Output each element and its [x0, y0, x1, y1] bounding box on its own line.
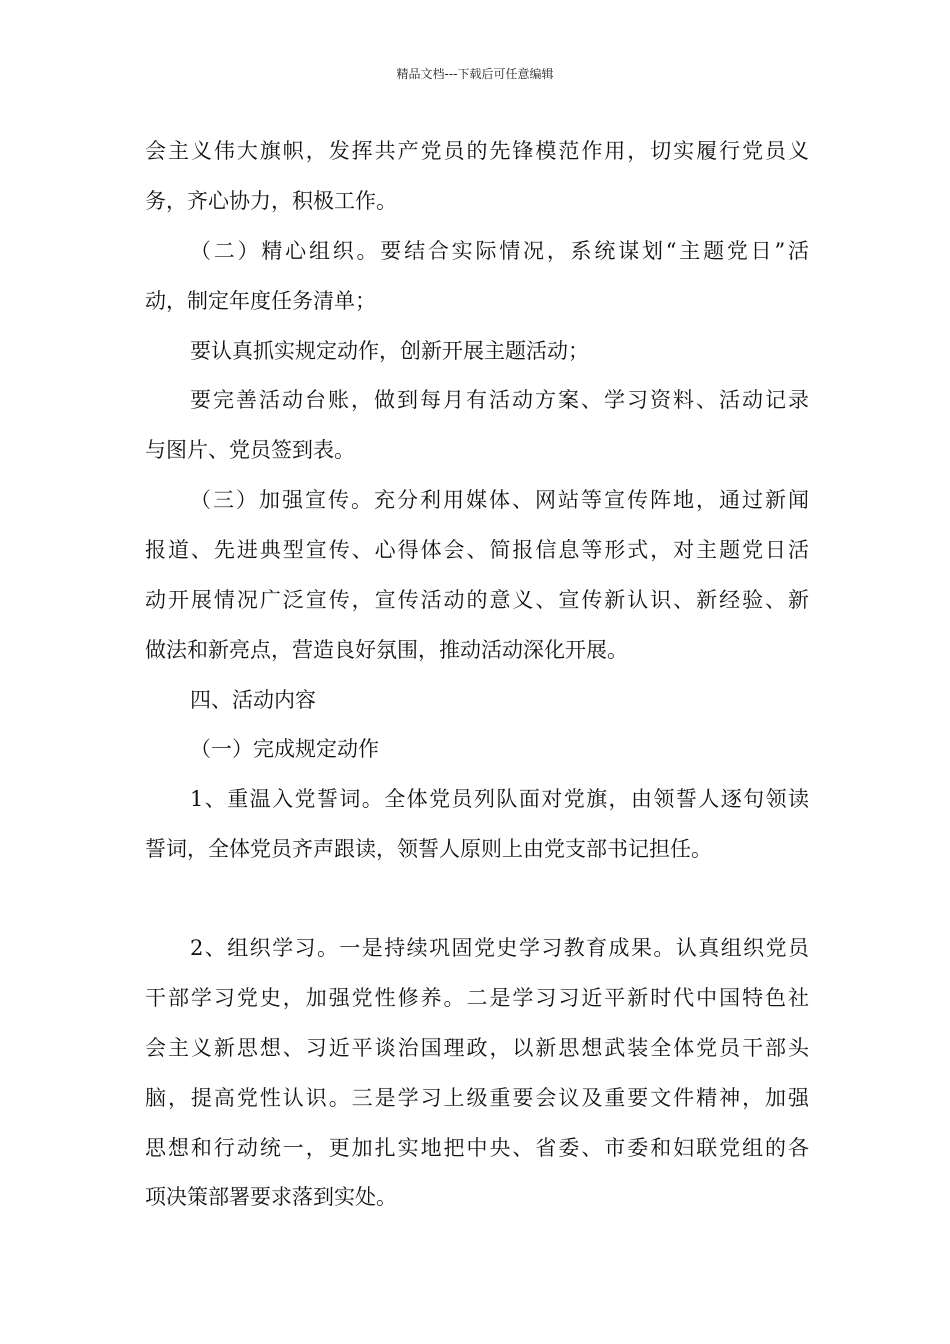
text-line: 会主义伟大旗帜，发挥共产党员的先锋模范作用，切实履行党员义 — [145, 139, 809, 163]
text-line: 会主义新思想、习近平谈治国理政，以新思想武装全体党员干部头 — [145, 1036, 809, 1060]
text-line: 动开展情况广泛宣传，宣传活动的意义、宣传新认识、新经验、新 — [145, 588, 809, 612]
text-line: 干部学习党史，加强党性修养。二是学习习近平新时代中国特色社 — [145, 986, 809, 1010]
text-line: 1、重温入党誓词。全体党员列队面对党旗，由领誓人逐句领读 — [190, 787, 809, 811]
text-line: 做法和新亮点，营造良好氛围，推动活动深化开展。 — [145, 638, 628, 662]
text-line: （二）精心组织。要结合实际情况，系统谋划“主题党日”活 — [190, 239, 809, 263]
section-heading: 四、活动内容 — [190, 688, 316, 712]
text-line: 项决策部署要求落到实处。 — [145, 1185, 397, 1209]
text-line: 2、组织学习。一是持续巩固党史学习教育成果。认真组织党员 — [190, 936, 809, 960]
text-line: 务，齐心协力，积极工作。 — [145, 189, 397, 213]
text-line: 思想和行动统一，更加扎实地把中央、省委、市委和妇联党组的各 — [145, 1136, 809, 1160]
text-line: 报道、先进典型宣传、心得体会、简报信息等形式，对主题党日活 — [145, 538, 809, 562]
text-line: （三）加强宣传。充分利用媒体、网站等宣传阵地，通过新闻 — [190, 488, 809, 512]
subsection-heading: （一）完成规定动作 — [190, 737, 379, 761]
page-header: 精品文档---下载后可任意编辑 — [396, 67, 554, 81]
text-line: 与图片、党员签到表。 — [145, 438, 355, 462]
text-line: 动，制定年度任务清单； — [145, 289, 376, 313]
text-line: 要认真抓实规定动作，创新开展主题活动； — [190, 339, 589, 363]
text-line: 誓词，全体党员齐声跟读，领誓人原则上由党支部书记担任。 — [145, 837, 712, 861]
text-line: 脑，提高党性认识。三是学习上级重要会议及重要文件精神，加强 — [145, 1086, 809, 1110]
text-line: 要完善活动台账，做到每月有活动方案、学习资料、活动记录 — [190, 388, 809, 412]
